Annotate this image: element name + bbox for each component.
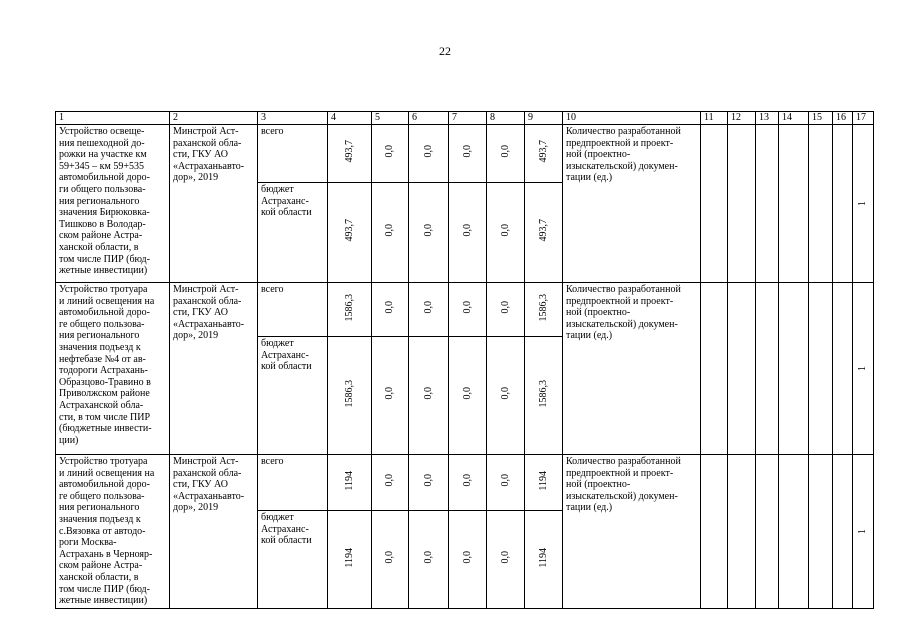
zero-value (409, 511, 449, 609)
column-header: 1 (56, 112, 170, 125)
target-value-text: 1 (857, 200, 869, 206)
budget-value-text: 1586,3 (537, 293, 549, 322)
zero-value (372, 455, 409, 511)
empty-cell (756, 283, 779, 455)
zero-value-text: 0,0 (422, 551, 434, 564)
header-row (56, 112, 874, 125)
zero-value (449, 183, 487, 283)
total-value-text: 1194 (343, 547, 355, 568)
column-header: 16 (833, 112, 853, 125)
table-row (56, 455, 874, 511)
column-header: 15 (809, 112, 833, 125)
empty-cell (701, 455, 728, 609)
zero-value-text: 0,0 (461, 145, 473, 158)
executor: Минстрой Аст- раханской обла- сти, ГКУ АО «Астраханьавто- дор», 2019 (170, 455, 258, 609)
zero-value (372, 125, 409, 183)
empty-cell (779, 125, 809, 283)
column-header: 14 (779, 112, 809, 125)
column-header: 9 (525, 112, 563, 125)
budget-value-text: 493,7 (537, 140, 549, 163)
column-header: 3 (258, 112, 328, 125)
zero-value-text: 0,0 (384, 224, 396, 237)
zero-value-text: 0,0 (461, 301, 473, 314)
column-header: 12 (728, 112, 756, 125)
zero-value-text: 0,0 (422, 387, 434, 400)
source-all: всего (258, 283, 328, 337)
total-value-text: 1586,3 (343, 293, 355, 322)
column-header: 10 (563, 112, 701, 125)
zero-value (487, 511, 525, 609)
empty-cell (833, 455, 853, 609)
zero-value (487, 455, 525, 511)
source-budget: бюджет Астраханс- кой области (258, 337, 328, 455)
zero-value (372, 183, 409, 283)
budget-value (525, 283, 563, 337)
column-header: 17 (853, 112, 874, 125)
budget-value-text: 493,7 (537, 219, 549, 242)
activity-name: Устройство тротуара и линий освещения на автомобильной доро- ге общего пользова- ния регионального значения подъезд к нефтебазе №4 от ав- тодороги Астрахань- Образцово-Травино в Приволжском районе Астраханской обла- сти, в том числе ПИР (бюджетные инвести- ции) (56, 283, 170, 455)
total-value (328, 511, 372, 609)
total-value (328, 125, 372, 183)
empty-cell (701, 283, 728, 455)
budget-value-text: 1194 (537, 547, 549, 568)
zero-value-text: 0,0 (384, 301, 396, 314)
column-header: 4 (328, 112, 372, 125)
zero-value (372, 283, 409, 337)
executor: Минстрой Аст- раханской обла- сти, ГКУ АО «Астраханьавто- дор», 2019 (170, 283, 258, 455)
zero-value (487, 183, 525, 283)
target-value (853, 455, 874, 609)
budget-value (525, 455, 563, 511)
source-all: всего (258, 455, 328, 511)
total-value-text: 1586,3 (343, 379, 355, 408)
empty-cell (728, 455, 756, 609)
column-header: 5 (372, 112, 409, 125)
empty-cell (728, 125, 756, 283)
zero-value (409, 337, 449, 455)
source-budget: бюджет Астраханс- кой области (258, 183, 328, 283)
zero-value-text: 0,0 (461, 551, 473, 564)
zero-value-text: 0,0 (384, 474, 396, 487)
empty-cell (701, 125, 728, 283)
source-budget: бюджет Астраханс- кой области (258, 511, 328, 609)
target-value-text: 1 (857, 528, 869, 534)
zero-value-text: 0,0 (499, 474, 511, 487)
program-table (55, 111, 874, 609)
budget-value (525, 337, 563, 455)
zero-value (409, 183, 449, 283)
zero-value-text: 0,0 (461, 474, 473, 487)
zero-value-text: 0,0 (422, 145, 434, 158)
empty-cell (809, 125, 833, 283)
total-value (328, 283, 372, 337)
zero-value-text: 0,0 (461, 387, 473, 400)
zero-value (449, 283, 487, 337)
indicator: Количество разработанной предпроектной и проект- ной (проектно- изыскательской) докумен- тации (ед.) (563, 283, 701, 455)
zero-value (372, 511, 409, 609)
empty-cell (833, 283, 853, 455)
zero-value-text: 0,0 (384, 145, 396, 158)
empty-cell (756, 125, 779, 283)
total-value (328, 455, 372, 511)
target-value (853, 283, 874, 455)
total-value (328, 183, 372, 283)
zero-value-text: 0,0 (499, 145, 511, 158)
budget-value (525, 183, 563, 283)
table-row (56, 125, 874, 183)
zero-value-text: 0,0 (499, 301, 511, 314)
zero-value (409, 283, 449, 337)
zero-value (449, 455, 487, 511)
column-header: 7 (449, 112, 487, 125)
empty-cell (779, 283, 809, 455)
column-header: 2 (170, 112, 258, 125)
indicator: Количество разработанной предпроектной и проект- ной (проектно- изыскательской) докумен- тации (ед.) (563, 125, 701, 283)
zero-value (449, 337, 487, 455)
total-value (328, 337, 372, 455)
target-value (853, 125, 874, 283)
zero-value-text: 0,0 (499, 551, 511, 564)
empty-cell (809, 455, 833, 609)
empty-cell (756, 455, 779, 609)
column-header: 6 (409, 112, 449, 125)
executor: Минстрой Аст- раханской обла- сти, ГКУ АО «Астраханьавто- дор», 2019 (170, 125, 258, 283)
total-value-text: 1194 (343, 470, 355, 491)
table-row (56, 283, 874, 337)
column-header: 13 (756, 112, 779, 125)
zero-value (449, 125, 487, 183)
zero-value (372, 337, 409, 455)
zero-value-text: 0,0 (499, 224, 511, 237)
zero-value (487, 125, 525, 183)
page-number: 22 (439, 44, 451, 58)
budget-value-text: 1194 (537, 470, 549, 491)
empty-cell (809, 283, 833, 455)
total-value-text: 493,7 (343, 219, 355, 242)
budget-value (525, 511, 563, 609)
zero-value-text: 0,0 (384, 387, 396, 400)
target-value-text: 1 (857, 365, 869, 371)
zero-value (487, 337, 525, 455)
budget-value (525, 125, 563, 183)
empty-cell (833, 125, 853, 283)
empty-cell (779, 455, 809, 609)
zero-value-text: 0,0 (384, 551, 396, 564)
zero-value (409, 125, 449, 183)
zero-value (487, 283, 525, 337)
total-value-text: 493,7 (343, 140, 355, 163)
zero-value-text: 0,0 (422, 224, 434, 237)
zero-value (409, 455, 449, 511)
source-all: всего (258, 125, 328, 183)
indicator: Количество разработанной предпроектной и проект- ной (проектно- изыскательской) докумен- тации (ед.) (563, 455, 701, 609)
activity-name: Устройство тротуара и линий освещения на автомобильной доро- ге общего пользова- ния регионального значения подъезд к с.Вязовка от автодо- роги Москва- Астрахань в Чернояр- ском районе Астра- ханской области, в том числе ПИР (бюд- жетные инвестиции) (56, 455, 170, 609)
zero-value (449, 511, 487, 609)
budget-value-text: 1586,3 (537, 379, 549, 408)
activity-name: Устройство освеще- ния пешеходной до- рожки на участке км 59+345 – км 59+535 автомобильной доро- ги общего пользова- ния регионального значения Бирюковка- Тишково в Володар- ском районе Астра- ханской области, в том числе ПИР (бюд- жетные инвестиции) (56, 125, 170, 283)
zero-value-text: 0,0 (461, 224, 473, 237)
zero-value-text: 0,0 (422, 301, 434, 314)
zero-value-text: 0,0 (499, 387, 511, 400)
empty-cell (728, 283, 756, 455)
zero-value-text: 0,0 (422, 474, 434, 487)
column-header: 8 (487, 112, 525, 125)
column-header: 11 (701, 112, 728, 125)
